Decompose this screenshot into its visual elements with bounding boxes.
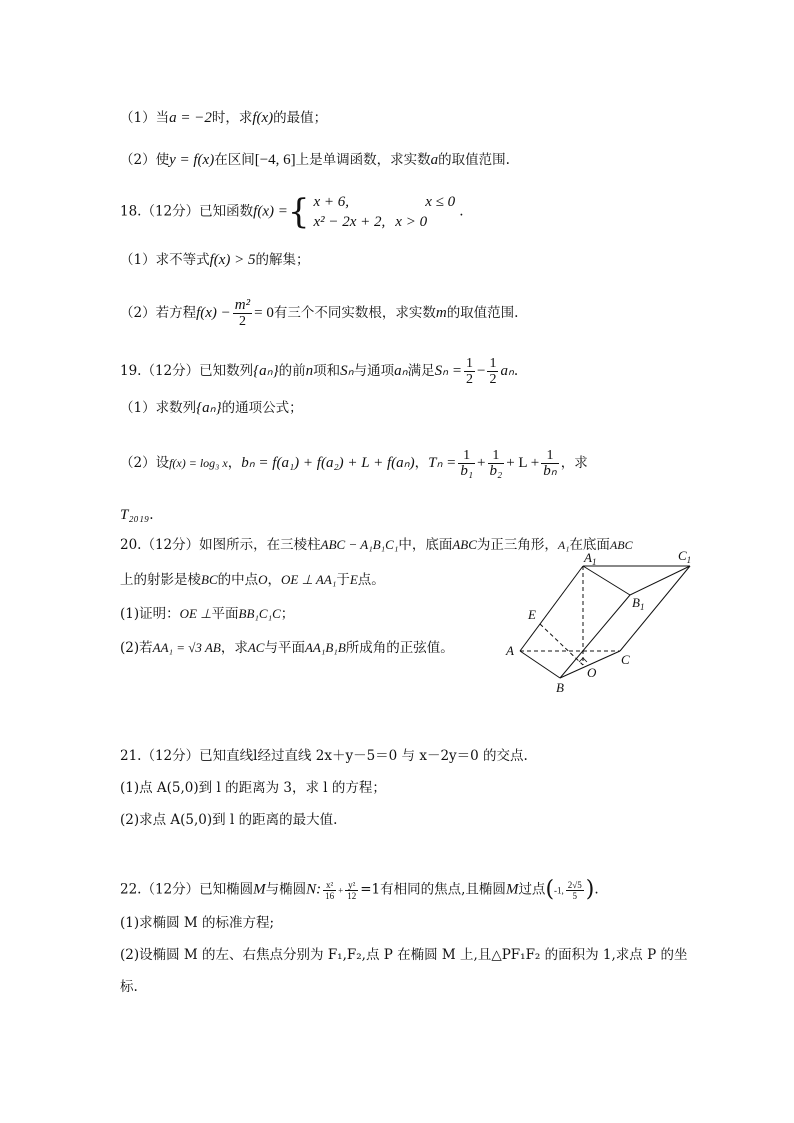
q19-t2019: T₂₀₁₉. bbox=[120, 507, 154, 523]
q22-header: 22.（12分）已知椭圆M与椭圆N: $\frac{\text{x²}}{16}$ + $\frac{\text{y²}}{12}$ =1有相同的焦点,且椭圆M过点(-1, $\frac{2√5}{5}$ ). bbox=[120, 877, 599, 902]
q20-part2: (2)若AA₁ = √3 AB，求AC与平面AA₁B₁B所成角的正弦值。 bbox=[120, 640, 454, 656]
m2-over-2-fraction: $\frac{\text{m²}}{2}$ bbox=[234, 297, 251, 329]
label-a1: $A_1$ bbox=[584, 550, 597, 567]
q22-part2: (2)设椭圆 M 的左、右焦点分别为 F₁,F₂,点 P 在椭圆 M 上,且△PF₁F₂ 的面积为 1,求点 P 的坐 bbox=[120, 947, 688, 963]
q18-part1: （1）求不等式f(x) > 5的解集； bbox=[120, 252, 310, 268]
prism-figure bbox=[500, 545, 700, 700]
half-fraction-2: $\frac{1}{2}$ bbox=[489, 356, 497, 387]
label-b1: $B_1$ bbox=[632, 595, 645, 612]
label-o: O bbox=[587, 665, 597, 680]
edge-b1c1 bbox=[630, 566, 690, 595]
point-y-fraction: $\frac{2√5}{5}$ bbox=[567, 879, 582, 901]
t-term-1: $\frac{1}{\text{b₁}}$ bbox=[460, 448, 474, 479]
q21-header: 21.（12分）已知直线l经过直线 2x＋y－5＝0 与 x－2y＝0 的交点. bbox=[120, 748, 528, 764]
q21-part1: (1)点 A(5,0)到 l 的距离为 3，求 l 的方程； bbox=[120, 780, 386, 796]
t-term-n: $\frac{1}{\text{bₙ}}$ bbox=[543, 448, 557, 479]
q20-line2: 上的射影是棱BC的中点O，OE ⊥ AA₁于E点。 bbox=[120, 572, 385, 588]
half-fraction: $\frac{1}{2}$ bbox=[465, 356, 473, 387]
q18-header: 18.（12分）已知函数f(x) ={ x + 6, x ≤ 0 x² − 2x + 2, x > 0. bbox=[120, 192, 464, 232]
edge-cc1 bbox=[620, 566, 690, 651]
q20-header: 20.（12分）如图所示，在三棱柱ABC − A₁B₁C₁中，底面ABC为正三角形，A₁在底面ABC bbox=[120, 537, 633, 553]
x2-over-16: $\frac{\text{x²}}{16}$ bbox=[325, 879, 335, 901]
q20-part1: (1)证明：OE ⊥平面BB₁C₁C； bbox=[120, 606, 295, 622]
piecewise-cases: x + 6, x ≤ 0 x² − 2x + 2, x > 0 bbox=[313, 194, 456, 230]
q19-part1: （1）求数列{aₙ}的通项公式； bbox=[120, 400, 303, 416]
label-b: B bbox=[556, 680, 564, 695]
q22-part2-cont: 标. bbox=[120, 979, 138, 995]
edge-a1b1 bbox=[583, 566, 630, 595]
edge-ab bbox=[520, 651, 560, 678]
label-a: A bbox=[506, 643, 514, 658]
q19-header: 19.（12分）已知数列{aₙ}的前n项和Sₙ与通项aₙ满足Sₙ = $\frac{1}{2}$ − $\frac{1}{2}$ aₙ. bbox=[120, 356, 519, 387]
label-c: C bbox=[621, 652, 630, 667]
q21-part2: (2)求点 A(5,0)到 l 的距离的最大值. bbox=[120, 812, 338, 828]
q19-part2: （2）设f(x) = log₃ x，bₙ = f(a₁) + f(a₂) + L + f(aₙ)，Tₙ = $\frac{1}{\text{b₁}}$ + $\frac{1}{\text{b₂}}$ + L + $\frac{1}{\text{bₙ}}$ ，求 bbox=[120, 448, 588, 479]
q18-part2: （2）若方程f(x) − $\frac{\text{m²}}{2}$ = 0有三个不同实数根，求实数m的取值范围. bbox=[120, 297, 519, 329]
brace-symbol: { bbox=[287, 192, 310, 232]
label-e: E bbox=[528, 607, 536, 622]
y2-over-12: $\frac{\text{y²}}{12}$ bbox=[347, 879, 357, 901]
label-c1: $C_1$ bbox=[678, 548, 692, 565]
line-eo-hidden bbox=[540, 624, 583, 665]
paren-close: ) bbox=[585, 877, 595, 902]
q17-part1: （1）当a = −2时，求f(x)的最值； bbox=[120, 110, 328, 126]
paren-open: ( bbox=[545, 877, 555, 902]
q17-part2: （2）使y = f(x)在区间[−4, 6]上是单调函数，求实数a的取值范围. bbox=[120, 152, 510, 168]
t-term-2: $\frac{1}{\text{b₂}}$ bbox=[489, 448, 503, 479]
q22-part1: (1)求椭圆 M 的标准方程; bbox=[120, 915, 275, 931]
